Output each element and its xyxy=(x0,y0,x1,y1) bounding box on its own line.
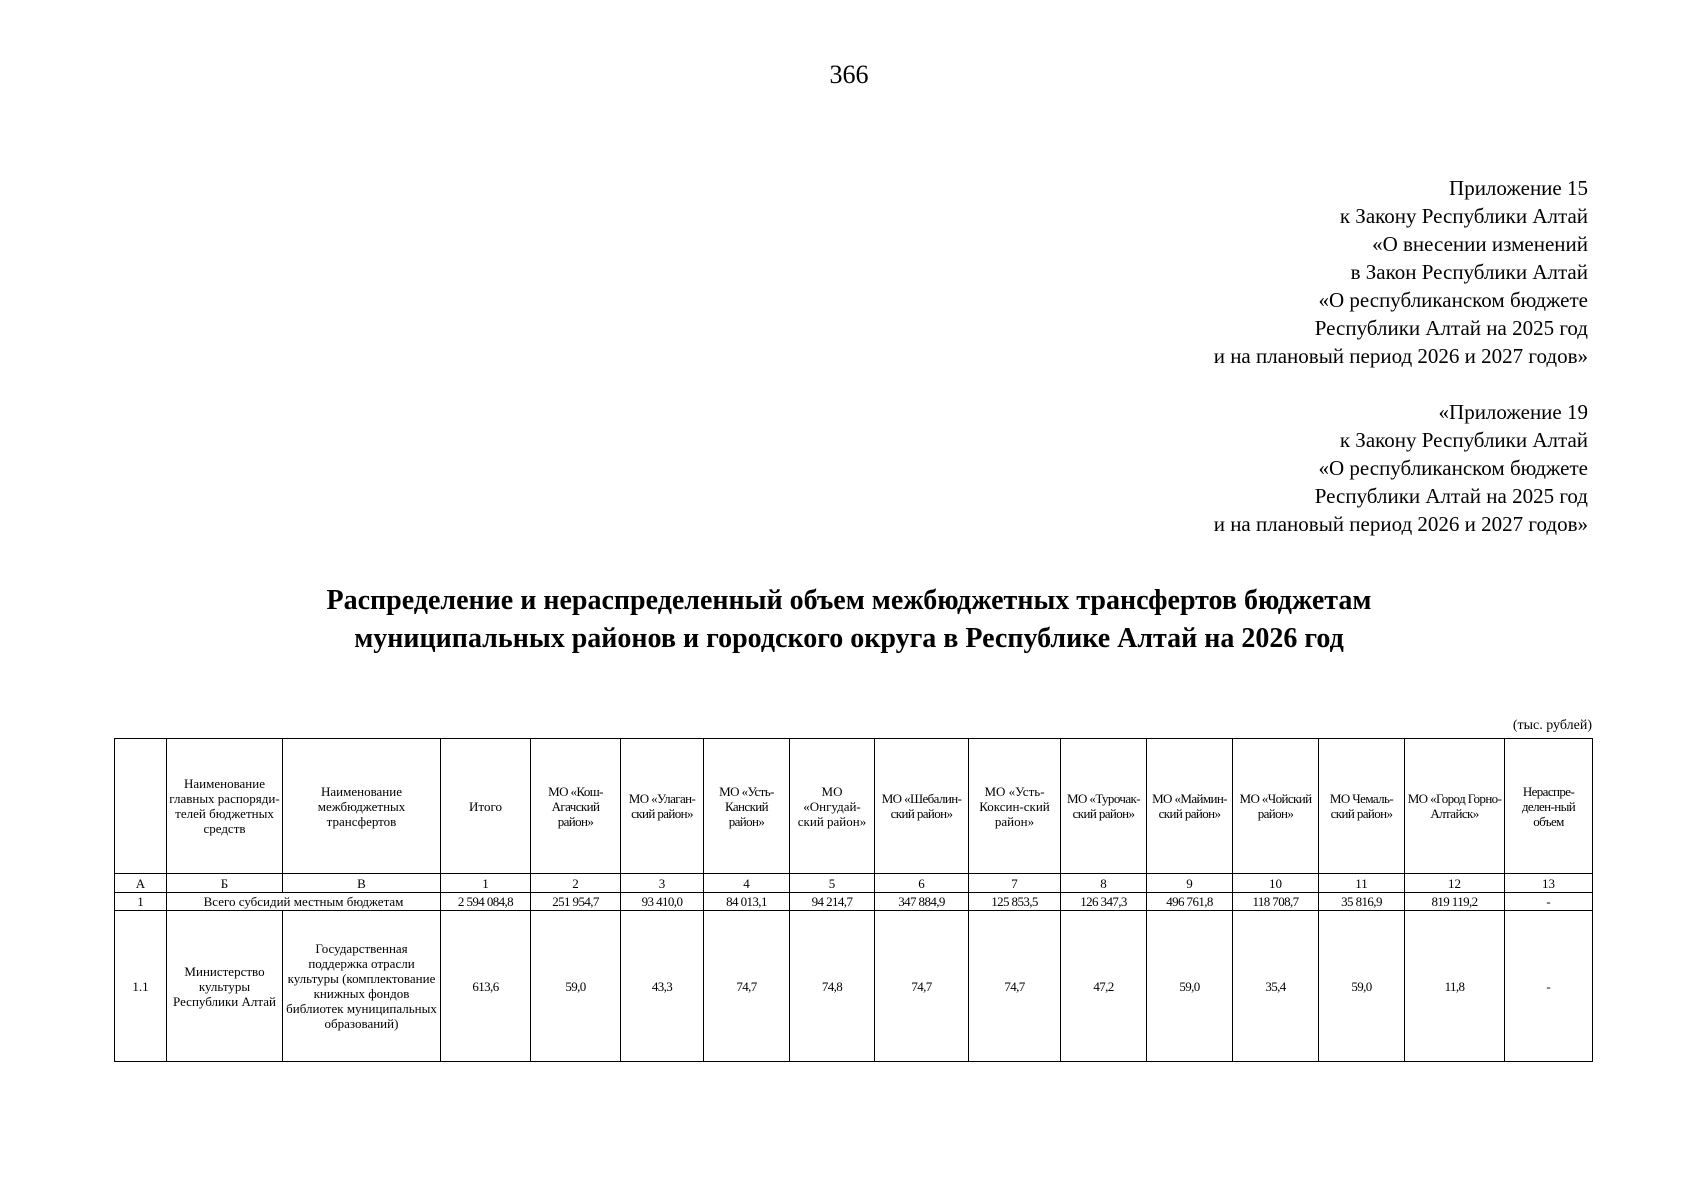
header-turochak: МО «Турочак-ский район» xyxy=(1061,739,1147,874)
value-cell: 74,7 xyxy=(969,911,1061,1062)
column-index: Б xyxy=(167,874,283,893)
document-title xyxy=(0,582,1698,658)
total-label: Всего субсидий местным бюджетам xyxy=(167,893,441,911)
total-cell: 93 410,0 xyxy=(621,893,704,911)
appendix-19-note xyxy=(1214,398,1588,538)
appendix-line: Республики Алтай на 2025 год xyxy=(1314,484,1588,508)
administrator-cell: Министерство культуры Республики Алтай xyxy=(167,911,283,1062)
total-row xyxy=(115,893,1593,911)
header-ust-koksa: МО «Усть-Коксин-ский район» xyxy=(969,739,1061,874)
column-index: 8 xyxy=(1061,874,1147,893)
appendix-line: и на плановый период 2026 и 2027 годов» xyxy=(1213,512,1588,536)
title-line: Распределение и нераспределенный объем межбюджетных трансфертов бюджетам xyxy=(326,585,1372,616)
header-gorno-altaysk: МО «Город Горно-Алтайск» xyxy=(1405,739,1505,874)
appendix-line: к Закону Республики Алтай xyxy=(1339,204,1588,228)
column-index: А xyxy=(115,874,167,893)
header-ulagan: МО «Улаган-ский район» xyxy=(621,739,704,874)
page-number: 366 xyxy=(829,60,869,89)
value-cell: 613,6 xyxy=(441,911,531,1062)
units-note: (тыс. рублей) xyxy=(1512,718,1592,733)
column-index: В xyxy=(283,874,441,893)
value-cell: 74,8 xyxy=(790,911,875,1062)
appendix-line: Приложение 15 xyxy=(1449,176,1588,200)
value-cell: 35,4 xyxy=(1233,911,1319,1062)
total-cell: 251 954,7 xyxy=(531,893,621,911)
total-cell: 94 214,7 xyxy=(790,893,875,911)
header-choya: МО «Чойский район» xyxy=(1233,739,1319,874)
appendix-line: к Закону Республики Алтай xyxy=(1339,428,1588,452)
column-index: 1 xyxy=(441,874,531,893)
appendix-line: в Закон Республики Алтай xyxy=(1350,260,1588,284)
value-cell: 59,0 xyxy=(1319,911,1405,1062)
transfer-name-cell: Государственная поддержка отрасли культуры (комплектование книжных фондов библиотек муниципальных образований) xyxy=(283,911,441,1062)
total-cell: 819 119,2 xyxy=(1405,893,1505,911)
row-number: 1 xyxy=(115,893,167,911)
appendix-line: «О внесении изменений xyxy=(1372,232,1588,256)
total-cell: 496 761,8 xyxy=(1147,893,1233,911)
header-ongudai: МО «Онгудай-ский район» xyxy=(790,739,875,874)
appendix-line: «О республиканском бюджете xyxy=(1318,288,1588,312)
header-maima: МО «Маймин-ский район» xyxy=(1147,739,1233,874)
value-cell: 74,7 xyxy=(875,911,969,1062)
appendix-line: «О республиканском бюджете xyxy=(1318,456,1588,480)
column-index: 6 xyxy=(875,874,969,893)
appendix-line: Республики Алтай на 2025 год xyxy=(1314,316,1588,340)
value-cell: 43,3 xyxy=(621,911,704,1062)
column-index: 9 xyxy=(1147,874,1233,893)
table-header-row xyxy=(115,739,1593,874)
header-kosh-agach: МО «Кош-Агачский район» xyxy=(531,739,621,874)
appendix-line: «Приложение 19 xyxy=(1438,400,1588,424)
total-cell: 347 884,9 xyxy=(875,893,969,911)
header-undistributed: Нераспре-делен-ный объем xyxy=(1505,739,1593,874)
column-index: 3 xyxy=(621,874,704,893)
total-cell: 125 853,5 xyxy=(969,893,1061,911)
total-cell: 84 013,1 xyxy=(704,893,790,911)
column-index: 13 xyxy=(1505,874,1593,893)
header-ust-kan: МО «Усть-Канский район» xyxy=(704,739,790,874)
total-cell: 2 594 084,8 xyxy=(441,893,531,911)
appendix-line: и на плановый период 2026 и 2027 годов» xyxy=(1213,344,1588,368)
value-cell: - xyxy=(1505,911,1593,1062)
transfers-table xyxy=(114,738,1593,1062)
appendix-15-note xyxy=(1214,174,1588,370)
column-index: 7 xyxy=(969,874,1061,893)
table-row xyxy=(115,911,1593,1062)
title-line: муниципальных районов и городского округа в Республике Алтай на 2026 год xyxy=(354,623,1344,654)
total-cell: 126 347,3 xyxy=(1061,893,1147,911)
total-cell: 35 816,9 xyxy=(1319,893,1405,911)
total-cell: 118 708,7 xyxy=(1233,893,1319,911)
column-index: 11 xyxy=(1319,874,1405,893)
column-index: 5 xyxy=(790,874,875,893)
header-administrator: Наименование главных распоряди-телей бюджетных средств xyxy=(167,739,283,874)
header-total: Итого xyxy=(441,739,531,874)
column-index: 12 xyxy=(1405,874,1505,893)
column-index: 2 xyxy=(531,874,621,893)
column-index-row xyxy=(115,874,1593,893)
header-number xyxy=(115,739,167,874)
value-cell: 59,0 xyxy=(1147,911,1233,1062)
column-index: 4 xyxy=(704,874,790,893)
header-chemal: МО Чемаль-ский район» xyxy=(1319,739,1405,874)
value-cell: 11,8 xyxy=(1405,911,1505,1062)
total-cell: - xyxy=(1505,893,1593,911)
value-cell: 74,7 xyxy=(704,911,790,1062)
column-index: 10 xyxy=(1233,874,1319,893)
row-number: 1.1 xyxy=(115,911,167,1062)
value-cell: 59,0 xyxy=(531,911,621,1062)
value-cell: 47,2 xyxy=(1061,911,1147,1062)
header-transfer-name: Наименование межбюджетных трансфертов xyxy=(283,739,441,874)
header-shebalino: МО «Шебалин-ский район» xyxy=(875,739,969,874)
